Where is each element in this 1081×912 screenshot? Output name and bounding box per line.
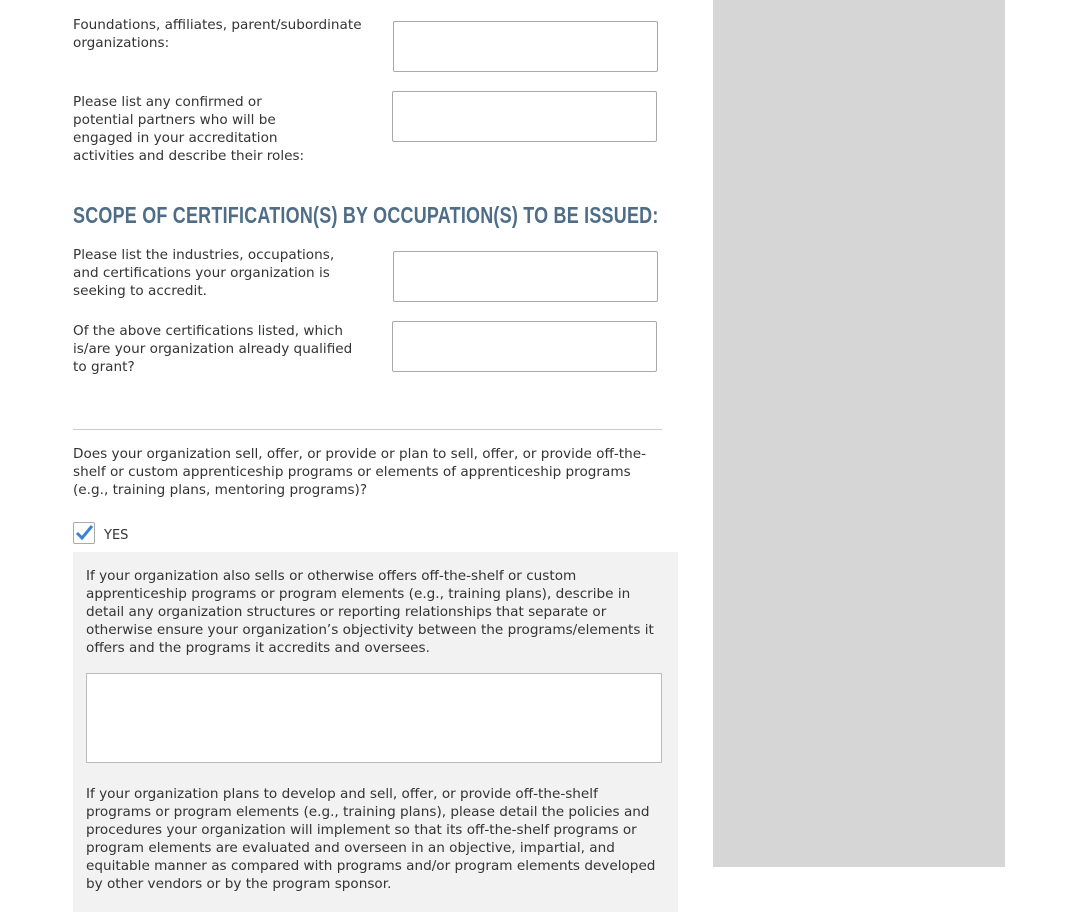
foundations-input[interactable]: [393, 21, 658, 72]
question-text: Does your organization sell, offer, or provide or plan to sell, offer, or provide off-the-shelf or custom apprenticeship programs or elements of apprenticeship programs (e.g., training plans, mentoring programs)?: [73, 446, 646, 498]
followup-question-2: If your organization plans to develop and sell, offer, or provide off-the-shelf programs or program elements (e.g., training plans), please detail the policies and procedures your organization will implement so that its off-the-shelf programs or program elements are evaluated and overseen in an objective, impartial, and equitable manner as compared with programs and/or program elements developed by other vendors or by the program sponsor.: [86, 786, 656, 892]
partners-input[interactable]: [392, 91, 657, 142]
checkmark-icon: [74, 523, 94, 543]
section-heading: SCOPE OF CERTIFICATION(S) BY OCCUPATION(S) TO BE ISSUED:: [73, 202, 659, 228]
followup-panel: [73, 552, 678, 912]
yes-checkbox[interactable]: [73, 522, 95, 544]
sidebar-panel: [713, 0, 1005, 867]
field-label-industries: Please list the industries, occupations, and certifications your organization is seeking to accredit.: [73, 247, 335, 299]
qualified-input[interactable]: [392, 321, 657, 372]
yes-label: YES: [104, 528, 129, 543]
objectivity-textarea[interactable]: [86, 673, 662, 763]
field-label-foundations: Foundations, affiliates, parent/subordinate organizations:: [73, 17, 362, 51]
divider: [73, 429, 662, 430]
field-label-qualified: Of the above certifications listed, which is/are your organization already qualified to grant?: [73, 323, 353, 375]
followup-question-1: If your organization also sells or otherwise offers off-the-shelf or custom apprenticeship programs or program elements (e.g., training plans), describe in detail any organization structures or reporting relationships that separate or otherwise ensure your organization’s objectivity between the programs/elements it offers and the programs it accredits and oversees.: [86, 568, 654, 656]
field-label-partners: Please list any confirmed or potential partners who will be engaged in your accreditation activities and describe their roles:: [73, 94, 305, 164]
industries-input[interactable]: [393, 251, 658, 302]
